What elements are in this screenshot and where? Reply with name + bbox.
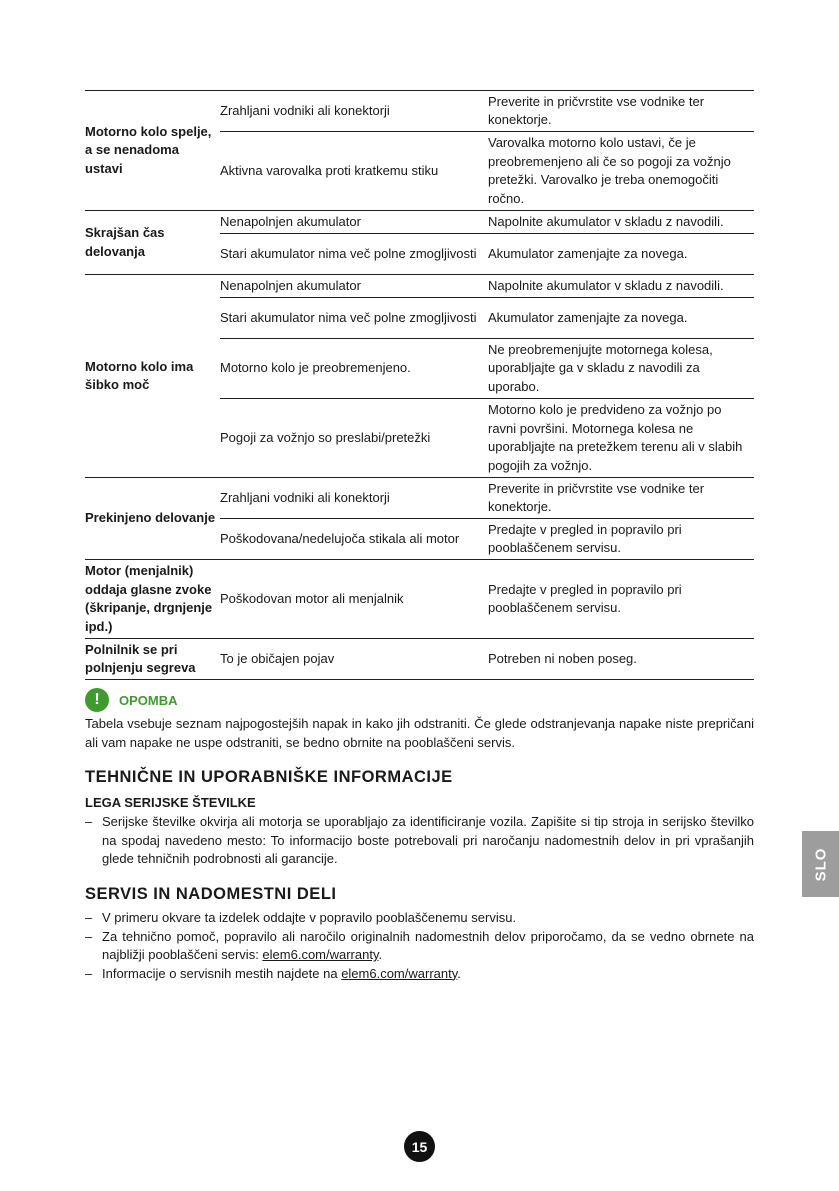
table-row — [85, 639, 754, 680]
troubleshooting-table — [85, 90, 754, 680]
solution-cell: Napolnite akumulator v skladu z navodili. — [488, 275, 754, 298]
cause-cell: Motorno kolo je preobremenjeno. — [220, 339, 488, 399]
language-tab — [802, 831, 839, 897]
service-list — [85, 909, 754, 983]
language-tab-label: SLO — [812, 847, 829, 881]
cause-cell: Poškodovana/nedelujoča stikala ali motor — [220, 519, 488, 560]
solution-cell: Predajte v pregled in popravilo pri pooblaščenem servisu. — [488, 560, 754, 639]
cause-cell: Nenapolnjen akumulator — [220, 211, 488, 234]
exclamation-icon: ! — [85, 688, 109, 712]
dash-bullet: – — [85, 814, 93, 829]
cause-cell: Stari akumulator nima več polne zmogljivosti — [220, 298, 488, 339]
problem-cell: Motorno kolo spelje, a se nenadoma ustavi — [85, 91, 220, 211]
solution-cell: Akumulator zamenjajte za novega. — [488, 298, 754, 339]
solution-cell: Preverite in pričvrstite vse vodnike ter konektorje. — [488, 478, 754, 519]
tech-info-heading: TEHNIČNE IN UPORABNIŠKE INFORMACIJE — [85, 768, 453, 786]
problem-cell: Motorno kolo ima šibko moč — [85, 275, 220, 478]
cause-cell: Nenapolnjen akumulator — [220, 275, 488, 298]
warranty-link[interactable]: elem6.com/warranty — [262, 947, 379, 962]
solution-cell: Motorno kolo je predvideno za vožnjo po ravni površini. Motornega kolesa ne uporabljajte na pretežkem terenu ali v slabih pogojih za vožnjo. — [488, 399, 754, 478]
warranty-link[interactable]: elem6.com/warranty — [341, 965, 458, 981]
problem-cell: Polnilnik se pri polnjenju segreva — [85, 639, 220, 680]
solution-cell: Akumulator zamenjajte za novega. — [488, 234, 754, 275]
list-item — [85, 928, 754, 965]
note-header — [85, 686, 178, 714]
note-title: OPOMBA — [119, 692, 178, 708]
table-row — [85, 275, 754, 298]
solution-cell: Napolnite akumulator v skladu z navodili. — [488, 211, 754, 234]
solution-cell: Ne preobremenjujte motornega kolesa, uporabljajte ga v skladu z navodili za uporabo. — [488, 339, 754, 399]
dash-bullet: – — [85, 965, 93, 981]
cause-cell: Aktivna varovalka proti kratkemu stiku — [220, 132, 488, 211]
page-number: 15 — [404, 1131, 435, 1162]
service-text-3-end: . — [457, 965, 461, 981]
list-item — [85, 909, 754, 928]
cause-cell: Zrahljani vodniki ali konektorji — [220, 478, 488, 519]
tech-info-list — [85, 813, 754, 869]
table-row — [85, 211, 754, 234]
serial-number-text: Serijske številke okvirja ali motorja se uporabljajo za identificiranje vozila. Zapišite si tip stroja in serijsko številko na spodaj navedeno mesto: To informacijo boste potrebovali pri naročanju nadomestnih delov in pri vprašanjih glede tehničnih podrobnosti ali garancije. — [102, 814, 754, 866]
list-item — [85, 813, 754, 869]
solution-cell: Preverite in pričvrstite vse vodnike ter konektorje. — [488, 91, 754, 132]
service-heading: SERVIS IN NADOMESTNI DELI — [85, 885, 337, 903]
note-text: Tabela vsebuje seznam najpogostejših napak in kako jih odstraniti. Če glede odstranjevanja napake niste prepričani ali vam napake ne uspe odstraniti, se bedno obrnite na pooblaščeni servis. — [85, 716, 754, 750]
cause-cell: Poškodovan motor ali menjalnik — [220, 560, 488, 639]
list-item — [85, 965, 754, 984]
table-row — [85, 560, 754, 639]
cause-cell: Pogoji za vožnjo so preslabi/pretežki — [220, 399, 488, 478]
service-text-3: Informacije o servisnih mestih najdete na — [102, 965, 342, 981]
dash-bullet: – — [85, 910, 93, 925]
solution-cell: Varovalka motorno kolo ustavi, če je preobremenjeno ali če so pogoji za vožnjo pretežki. Varovalko je treba onemogočiti ročno. — [488, 132, 754, 211]
cause-cell: Zrahljani vodniki ali konektorji — [220, 91, 488, 132]
problem-cell: Skrajšan čas delovanja — [85, 211, 220, 275]
table-row — [85, 478, 754, 519]
service-text-1: V primeru okvare ta izdelek oddajte v popravilo pooblaščenemu servisu. — [102, 910, 517, 925]
service-text-2-end: . — [378, 947, 383, 962]
table-row — [85, 91, 754, 132]
service-text-2: Za tehnično pomoč, popravilo ali naročilo originalnih nadomestnih delov priporočamo, da se vedno obrnete na najbližji pooblaščeni servis: — [102, 928, 754, 962]
cause-cell: Stari akumulator nima več polne zmogljivosti — [220, 234, 488, 275]
dash-bullet: – — [85, 928, 93, 944]
cause-cell: To je običajen pojav — [220, 639, 488, 680]
solution-cell: Predajte v pregled in popravilo pri pooblaščenem servisu. — [488, 519, 754, 560]
problem-cell: Prekinjeno delovanje — [85, 478, 220, 560]
serial-number-subheading: LEGA SERIJSKE ŠTEVILKE — [85, 795, 256, 810]
problem-cell: Motor (menjalnik) oddaja glasne zvoke (škripanje, drgnjenje ipd.) — [85, 560, 220, 639]
solution-cell: Potreben ni noben poseg. — [488, 639, 754, 680]
